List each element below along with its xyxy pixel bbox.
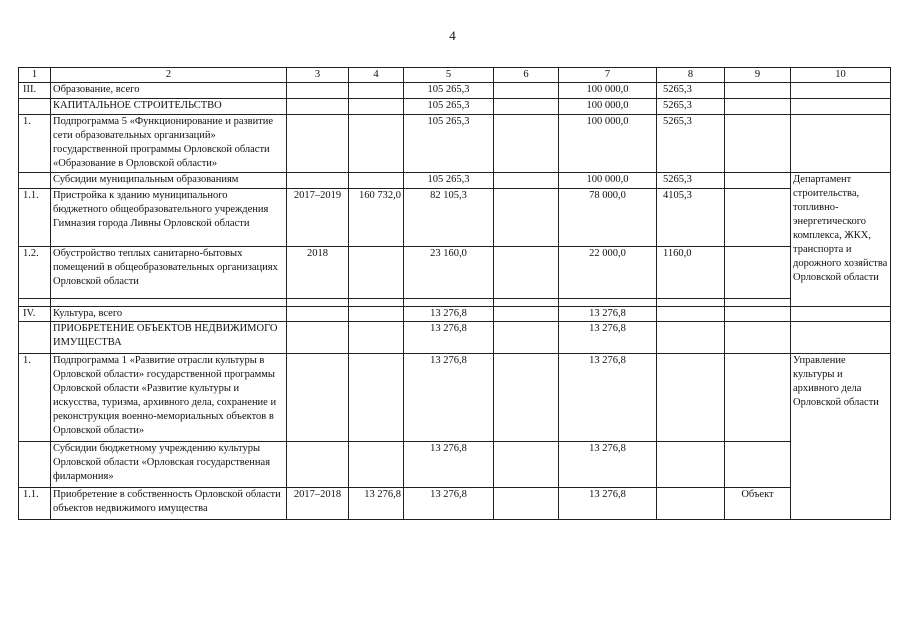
- cost-cell: 13 276,8: [349, 488, 404, 520]
- local-cell: 5265,3: [657, 99, 725, 115]
- cost-cell: [349, 354, 404, 442]
- cost-cell: [349, 99, 404, 115]
- local-cell: [657, 442, 725, 488]
- local-cell: [657, 354, 725, 442]
- period-cell: [287, 173, 349, 189]
- total-cell: 105 265,3: [404, 173, 494, 189]
- col6-cell: [494, 488, 559, 520]
- unit-cell: [725, 247, 791, 299]
- regional-cell: 13 276,8: [559, 322, 657, 354]
- col6-cell: [494, 189, 559, 247]
- cost-cell: [349, 83, 404, 99]
- row-title: КАПИТАЛЬНОЕ СТРОИТЕЛЬСТВО: [51, 99, 287, 115]
- col-header: 9: [725, 68, 791, 83]
- row-title: Субсидии муниципальным образованиям: [51, 173, 287, 189]
- regional-cell: 22 000,0: [559, 247, 657, 299]
- regional-cell: 100 000,0: [559, 99, 657, 115]
- total-cell: 13 276,8: [404, 307, 494, 322]
- row-title: Культура, всего: [51, 307, 287, 322]
- dept-culture-cell: Управление культуры и архивного дела Орловской области: [791, 354, 891, 520]
- col6-cell: [494, 173, 559, 189]
- cost-cell: [349, 307, 404, 322]
- local-cell: 5265,3: [657, 83, 725, 99]
- budget-table: [18, 67, 891, 520]
- regional-cell: 13 276,8: [559, 488, 657, 520]
- row-number: IV.: [19, 307, 51, 322]
- dept-cell: [791, 307, 891, 322]
- row-number: 1.1.: [19, 189, 51, 247]
- row-title: Пристройка к зданию муниципального бюджетного общеобразовательного учреждения Гимназия города Ливны Орловской области: [51, 189, 287, 247]
- local-cell: [657, 322, 725, 354]
- total-cell: 13 276,8: [404, 322, 494, 354]
- row-number: 1.: [19, 354, 51, 442]
- row-title: Обустройство теплых санитарно-бытовых помещений в общеобразовательных организациях Орловской области: [51, 247, 287, 299]
- row-title: Подпрограмма 5 «Функционирование и развитие сети образовательных организаций» государственной программы Орловской области «Образование в Орловской области»: [51, 115, 287, 173]
- row-number: [19, 99, 51, 115]
- cost-cell: [349, 442, 404, 488]
- page-number: 4: [449, 28, 456, 43]
- cost-cell: [349, 322, 404, 354]
- col6-cell: [494, 99, 559, 115]
- table-row: [19, 488, 891, 520]
- local-cell: 4105,3: [657, 189, 725, 247]
- dept-cell: [791, 322, 891, 354]
- local-cell: [657, 307, 725, 322]
- row-title: Образование, всего: [51, 83, 287, 99]
- unit-cell: [725, 189, 791, 247]
- row-number: [19, 442, 51, 488]
- cost-cell: [349, 115, 404, 173]
- unit-cell: [725, 322, 791, 354]
- cost-cell: [349, 173, 404, 189]
- unit-cell: Объект: [725, 488, 791, 520]
- table-row: [19, 115, 891, 173]
- unit-cell: [725, 115, 791, 173]
- unit-cell: [725, 83, 791, 99]
- col6-cell: [494, 83, 559, 99]
- row-number: III.: [19, 83, 51, 99]
- dept-education-cell: Департамент строительства, топливно-энергетического комплекса, ЖКХ, транспорта и дорожного хозяйства Орловской области: [791, 173, 891, 307]
- col-header: 6: [494, 68, 559, 83]
- period-cell: [287, 115, 349, 173]
- period-cell: [287, 442, 349, 488]
- total-cell: 13 276,8: [404, 442, 494, 488]
- regional-cell: 13 276,8: [559, 307, 657, 322]
- table-row: [19, 99, 891, 115]
- regional-cell: 100 000,0: [559, 115, 657, 173]
- regional-cell: 78 000,0: [559, 189, 657, 247]
- regional-cell: 100 000,0: [559, 173, 657, 189]
- table-row: [19, 442, 891, 488]
- total-cell: 13 276,8: [404, 354, 494, 442]
- dept-cell: [791, 115, 891, 173]
- col6-cell: [494, 354, 559, 442]
- col-header: 4: [349, 68, 404, 83]
- dept-cell: [791, 83, 891, 99]
- row-title: Подпрограмма 1 «Развитие отрасли культуры в Орловской области» государственной программы Орловской области «Развитие культуры и искусства, туризма, архивного дела, сохранение и реконструкция военно-мемориальных объектов в Орловской области»: [51, 354, 287, 442]
- col-header: 3: [287, 68, 349, 83]
- table-row: [19, 173, 891, 189]
- header-row: [19, 68, 891, 83]
- total-cell: 105 265,3: [404, 115, 494, 173]
- period-cell: 2017–2019: [287, 189, 349, 247]
- unit-cell: [725, 173, 791, 189]
- col-header: 10: [791, 68, 891, 83]
- col6-cell: [494, 247, 559, 299]
- row-title: Приобретение в собственность Орловской области объектов недвижимого имущества: [51, 488, 287, 520]
- row-number: 1.: [19, 115, 51, 173]
- col6-cell: [494, 115, 559, 173]
- total-cell: 105 265,3: [404, 99, 494, 115]
- period-cell: [287, 307, 349, 322]
- period-cell: 2018: [287, 247, 349, 299]
- total-cell: 23 160,0: [404, 247, 494, 299]
- row-title: Субсидии бюджетному учреждению культуры Орловской области «Орловская государственная филармония»: [51, 442, 287, 488]
- row-number: 1.2.: [19, 247, 51, 299]
- table-row: [19, 307, 891, 322]
- unit-cell: [725, 354, 791, 442]
- col-header: 5: [404, 68, 494, 83]
- unit-cell: [725, 442, 791, 488]
- row-number: [19, 173, 51, 189]
- period-cell: 2017–2018: [287, 488, 349, 520]
- table-row: [19, 322, 891, 354]
- dept-cell: [791, 99, 891, 115]
- regional-cell: 13 276,8: [559, 442, 657, 488]
- regional-cell: 13 276,8: [559, 354, 657, 442]
- col6-cell: [494, 322, 559, 354]
- row-number: 1.1.: [19, 488, 51, 520]
- col-header: 8: [657, 68, 725, 83]
- period-cell: [287, 322, 349, 354]
- table-row: [19, 354, 891, 442]
- table-row: [19, 247, 891, 299]
- col-header: 2: [51, 68, 287, 83]
- local-cell: 5265,3: [657, 115, 725, 173]
- table-row: [19, 189, 891, 247]
- col6-cell: [494, 442, 559, 488]
- period-cell: [287, 99, 349, 115]
- total-cell: 105 265,3: [404, 83, 494, 99]
- local-cell: 5265,3: [657, 173, 725, 189]
- total-cell: 13 276,8: [404, 488, 494, 520]
- unit-cell: [725, 99, 791, 115]
- total-cell: 82 105,3: [404, 189, 494, 247]
- local-cell: [657, 488, 725, 520]
- col-header: 7: [559, 68, 657, 83]
- row-number: [19, 322, 51, 354]
- table-row: [19, 83, 891, 99]
- cost-cell: [349, 247, 404, 299]
- cost-cell: 160 732,0: [349, 189, 404, 247]
- spacer-row: [19, 299, 891, 307]
- col6-cell: [494, 307, 559, 322]
- row-title: ПРИОБРЕТЕНИЕ ОБЪЕКТОВ НЕДВИЖИМОГО ИМУЩЕСТВА: [51, 322, 287, 354]
- col-header: 1: [19, 68, 51, 83]
- local-cell: 1160,0: [657, 247, 725, 299]
- regional-cell: 100 000,0: [559, 83, 657, 99]
- period-cell: [287, 354, 349, 442]
- unit-cell: [725, 307, 791, 322]
- period-cell: [287, 83, 349, 99]
